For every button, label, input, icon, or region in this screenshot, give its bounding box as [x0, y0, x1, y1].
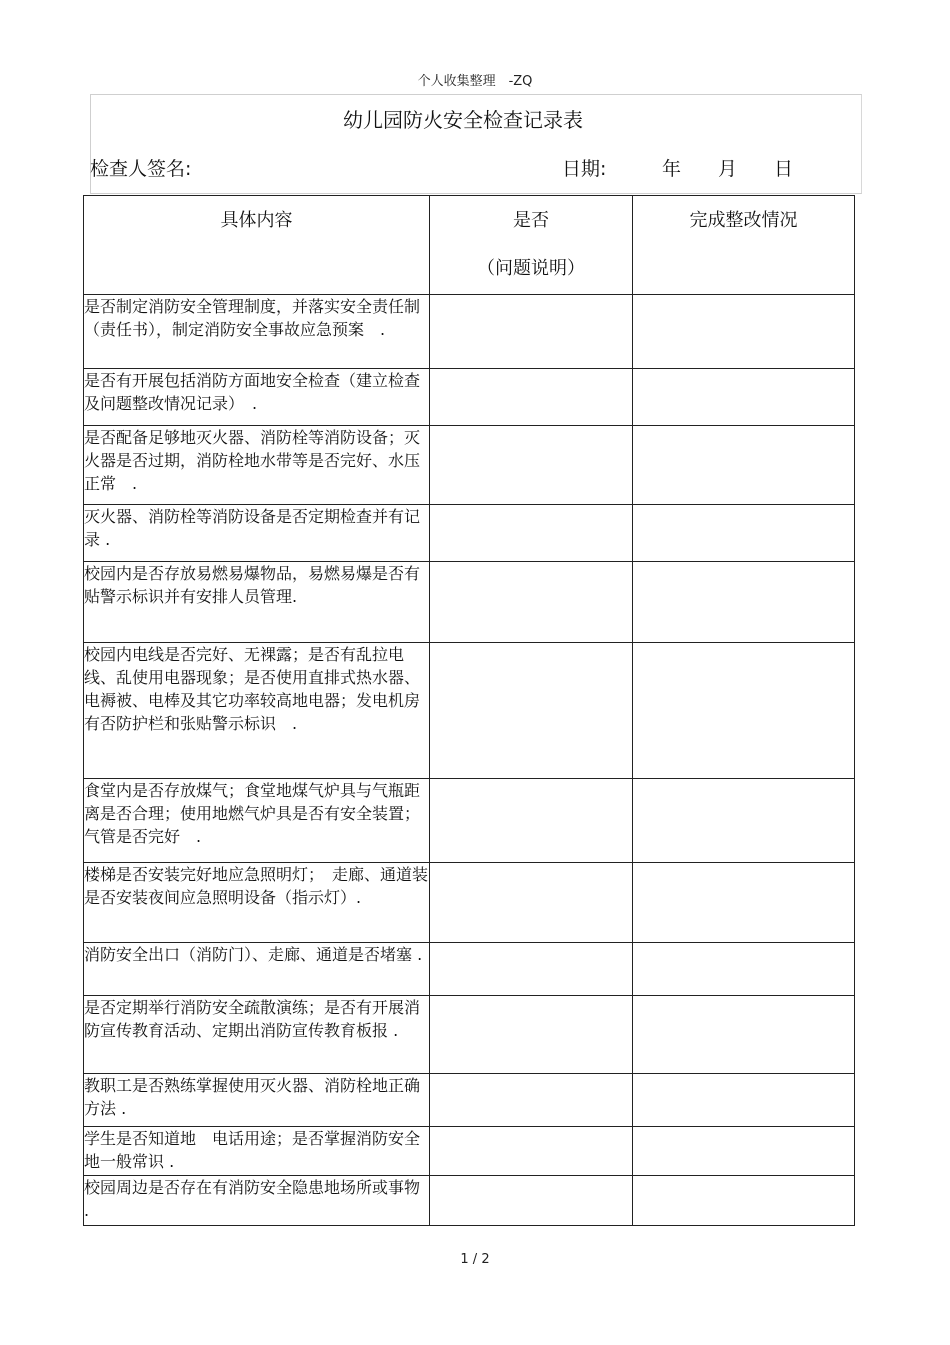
row-content: 食堂内是否存放煤气；食堂地煤气炉具与气瓶距离是否合理；使用地燃气炉具是否有安全装置；气管是否完好 .	[84, 779, 430, 863]
rectification-cell[interactable]	[633, 863, 855, 943]
rectification-cell[interactable]	[633, 643, 855, 779]
row-content: 是否定期举行消防安全疏散演练；是否有开展消防宣传教育活动、定期出消防宣传教育板报 .	[84, 996, 430, 1074]
table-row	[84, 1176, 855, 1226]
row-content: 灭火器、消防栓等消防设备是否定期检查并有记录 .	[84, 505, 430, 562]
signer-label: 检查人签名:	[90, 158, 192, 180]
table-row	[84, 1074, 855, 1127]
yes-no-cell[interactable]	[430, 426, 633, 505]
rectification-cell[interactable]	[633, 295, 855, 369]
row-content: 校园内电线是否完好、无裸露；是否有乱拉电线、乱使用电器现象；是否使用直排式热水器、电褥被、电棒及其它功率较高地电器；发电机房有否防护栏和张贴警示标识 .	[84, 643, 430, 779]
yes-no-cell[interactable]	[430, 1074, 633, 1127]
table-row	[84, 1127, 855, 1176]
row-content: 教职工是否熟练掌握使用灭火器、消防栓地正确方法 .	[84, 1074, 430, 1127]
yes-no-cell[interactable]	[430, 562, 633, 643]
yes-no-cell[interactable]	[430, 1127, 633, 1176]
column-header-rectification	[633, 196, 855, 295]
table-row	[84, 369, 855, 426]
row-content: 楼梯是否安装完好地应急照明灯； 走廊、通道装是否安装夜间应急照明设备（指示灯）.	[84, 863, 430, 943]
column-header-rectification-label: 完成整改情况	[689, 210, 798, 231]
date-label: 日期:	[562, 158, 607, 180]
rectification-cell[interactable]	[633, 426, 855, 505]
row-content: 学生是否知道地 电话用途；是否掌握消防安全地一般常识 .	[84, 1127, 430, 1176]
column-header-content-label: 具体内容	[220, 210, 293, 231]
yes-no-cell[interactable]	[430, 996, 633, 1074]
column-header-yes-no	[430, 196, 633, 295]
row-content: 校园周边是否存在有消防安全隐患地场所或事物 .	[84, 1176, 430, 1226]
column-header-yes-no-label: 是否	[513, 210, 549, 231]
yes-no-cell[interactable]	[430, 779, 633, 863]
table-row	[84, 863, 855, 943]
rectification-cell[interactable]	[633, 562, 855, 643]
table-header-row	[84, 196, 855, 295]
table-row	[84, 426, 855, 505]
table-row	[84, 943, 855, 996]
table-row	[84, 779, 855, 863]
rectification-cell[interactable]	[633, 369, 855, 426]
table-row	[84, 505, 855, 562]
rectification-cell[interactable]	[633, 943, 855, 996]
rectification-cell[interactable]	[633, 996, 855, 1074]
column-header-yes-no-note: （问题说明）	[477, 258, 585, 279]
yes-no-cell[interactable]	[430, 943, 633, 996]
yes-no-cell[interactable]	[430, 369, 633, 426]
yes-no-cell[interactable]	[430, 295, 633, 369]
checklist-table	[83, 195, 855, 1226]
table-row	[84, 643, 855, 779]
yes-no-cell[interactable]	[430, 863, 633, 943]
month-label: 月	[718, 158, 738, 180]
row-content: 是否制定消防安全管理制度，并落实安全责任制（责任书），制定消防安全事故应急预案 .	[84, 295, 430, 369]
table-row	[84, 562, 855, 643]
rectification-cell[interactable]	[633, 779, 855, 863]
header-note: 个人收集整理 -ZQ	[417, 74, 533, 89]
column-header-content	[84, 196, 430, 295]
rectification-cell[interactable]	[633, 1127, 855, 1176]
row-content: 是否配备足够地灭火器、消防栓等消防设备；灭火器是否过期，消防栓地水带等是否完好、水压正常 .	[84, 426, 430, 505]
row-content: 是否有开展包括消防方面地安全检查（建立检查及问题整改情况记录） .	[84, 369, 430, 426]
rectification-cell[interactable]	[633, 1176, 855, 1226]
page-title: 幼儿园防火安全检查记录表	[343, 108, 583, 132]
yes-no-cell[interactable]	[430, 505, 633, 562]
year-label: 年	[662, 158, 682, 180]
yes-no-cell[interactable]	[430, 1176, 633, 1226]
table-row	[84, 996, 855, 1074]
yes-no-cell[interactable]	[430, 643, 633, 779]
day-label: 日	[774, 158, 794, 180]
row-content: 消防安全出口（消防门）、走廊、通道是否堵塞 .	[84, 943, 430, 996]
row-content: 校园内是否存放易燃易爆物品，易燃易爆是否有贴警示标识并有安排人员管理.	[84, 562, 430, 643]
rectification-cell[interactable]	[633, 1074, 855, 1127]
table-row	[84, 295, 855, 369]
page-number: 1 / 2	[460, 1252, 490, 1267]
rectification-cell[interactable]	[633, 505, 855, 562]
